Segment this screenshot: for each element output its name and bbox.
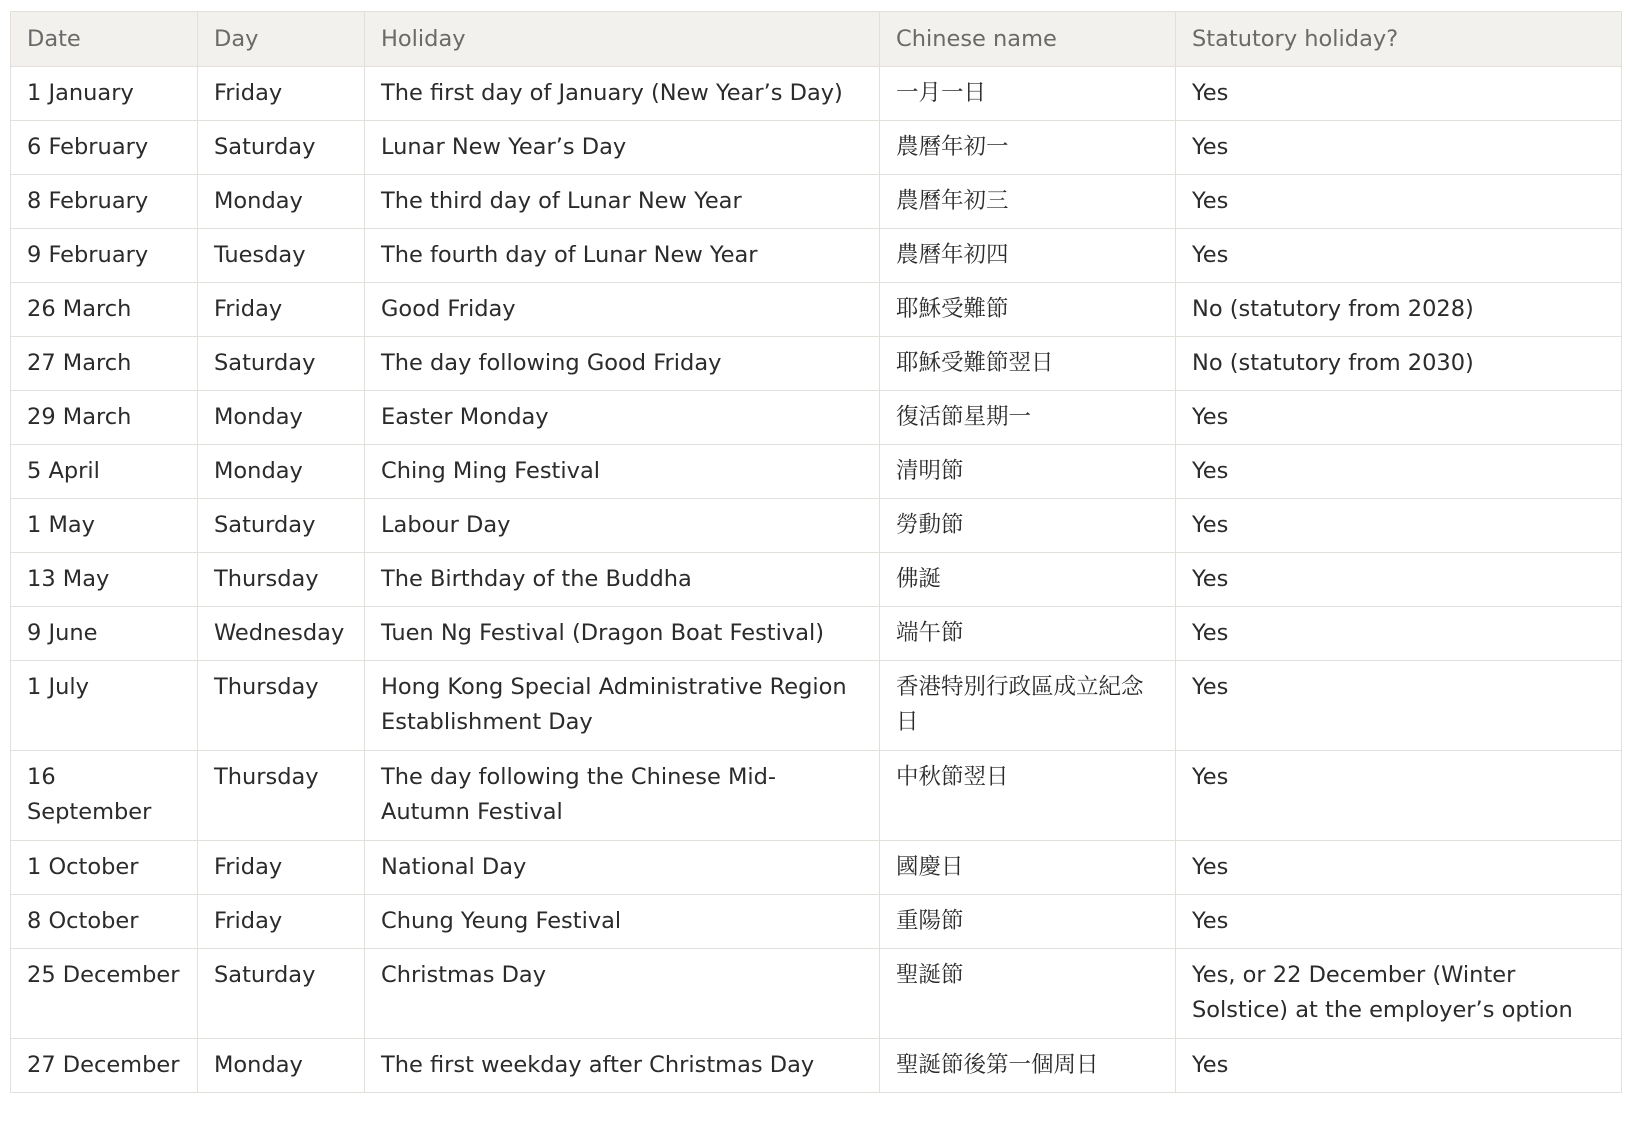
cell-holiday: The first weekday after Christmas Day: [365, 1039, 880, 1093]
cell-statutory: Yes: [1176, 661, 1622, 751]
cell-statutory: Yes, or 22 December (Winter Solstice) at the employer’s option: [1176, 949, 1622, 1039]
cell-holiday: Labour Day: [365, 499, 880, 553]
cell-date: 1 July: [11, 661, 198, 751]
cell-day: Friday: [198, 67, 365, 121]
table-row: [11, 229, 1622, 283]
cell-statutory: Yes: [1176, 67, 1622, 121]
cell-day: Saturday: [198, 949, 365, 1039]
holiday-table-container: [10, 11, 1621, 1093]
cell-chinese-name: 一月一日: [880, 67, 1176, 121]
cell-holiday: National Day: [365, 841, 880, 895]
cell-date: 16 September: [11, 751, 198, 841]
cell-statutory: Yes: [1176, 499, 1622, 553]
header-chinese-name: Chinese name: [880, 12, 1176, 67]
cell-statutory: Yes: [1176, 607, 1622, 661]
cell-holiday: Chung Yeung Festival: [365, 895, 880, 949]
cell-chinese-name: 國慶日: [880, 841, 1176, 895]
table-row: [11, 391, 1622, 445]
cell-statutory: Yes: [1176, 841, 1622, 895]
cell-date: 8 February: [11, 175, 198, 229]
table-row: [11, 121, 1622, 175]
cell-statutory: Yes: [1176, 445, 1622, 499]
cell-day: Thursday: [198, 553, 365, 607]
cell-holiday: The Birthday of the Buddha: [365, 553, 880, 607]
header-statutory: Statutory holiday?: [1176, 12, 1622, 67]
cell-date: 5 April: [11, 445, 198, 499]
cell-holiday: Lunar New Year’s Day: [365, 121, 880, 175]
cell-date: 27 December: [11, 1039, 198, 1093]
cell-chinese-name: 農曆年初一: [880, 121, 1176, 175]
cell-chinese-name: 清明節: [880, 445, 1176, 499]
cell-chinese-name: 端午節: [880, 607, 1176, 661]
table-row: [11, 895, 1622, 949]
cell-day: Saturday: [198, 337, 365, 391]
cell-holiday: Hong Kong Special Administrative Region Establishment Day: [365, 661, 880, 751]
table-row: [11, 1039, 1622, 1093]
cell-holiday: Good Friday: [365, 283, 880, 337]
cell-holiday: Ching Ming Festival: [365, 445, 880, 499]
table-row: [11, 751, 1622, 841]
table-row: [11, 67, 1622, 121]
cell-day: Thursday: [198, 751, 365, 841]
cell-date: 29 March: [11, 391, 198, 445]
cell-day: Wednesday: [198, 607, 365, 661]
header-day: Day: [198, 12, 365, 67]
cell-date: 1 May: [11, 499, 198, 553]
cell-date: 27 March: [11, 337, 198, 391]
cell-holiday: The day following Good Friday: [365, 337, 880, 391]
table-row: [11, 337, 1622, 391]
table-header: [11, 12, 1622, 67]
cell-chinese-name: 重陽節: [880, 895, 1176, 949]
cell-day: Friday: [198, 895, 365, 949]
cell-day: Thursday: [198, 661, 365, 751]
cell-holiday: Easter Monday: [365, 391, 880, 445]
cell-day: Monday: [198, 1039, 365, 1093]
cell-statutory: Yes: [1176, 121, 1622, 175]
table-row: [11, 445, 1622, 499]
table-row: [11, 499, 1622, 553]
cell-statutory: Yes: [1176, 229, 1622, 283]
cell-statutory: Yes: [1176, 175, 1622, 229]
table-row: [11, 175, 1622, 229]
cell-date: 25 December: [11, 949, 198, 1039]
cell-statutory: Yes: [1176, 1039, 1622, 1093]
cell-day: Monday: [198, 175, 365, 229]
cell-chinese-name: 勞動節: [880, 499, 1176, 553]
cell-date: 1 October: [11, 841, 198, 895]
cell-date: 26 March: [11, 283, 198, 337]
header-date: Date: [11, 12, 198, 67]
cell-chinese-name: 佛誕: [880, 553, 1176, 607]
cell-holiday: Tuen Ng Festival (Dragon Boat Festival): [365, 607, 880, 661]
table-row: [11, 283, 1622, 337]
table-row: [11, 607, 1622, 661]
cell-chinese-name: 香港特別行政區成立紀念日: [880, 661, 1176, 751]
cell-chinese-name: 復活節星期一: [880, 391, 1176, 445]
cell-chinese-name: 農曆年初四: [880, 229, 1176, 283]
cell-chinese-name: 中秋節翌日: [880, 751, 1176, 841]
cell-chinese-name: 聖誕節後第一個周日: [880, 1039, 1176, 1093]
table-row: [11, 661, 1622, 751]
table-row: [11, 949, 1622, 1039]
cell-day: Friday: [198, 283, 365, 337]
cell-statutory: Yes: [1176, 895, 1622, 949]
cell-statutory: Yes: [1176, 391, 1622, 445]
cell-statutory: Yes: [1176, 751, 1622, 841]
cell-chinese-name: 農曆年初三: [880, 175, 1176, 229]
cell-date: 13 May: [11, 553, 198, 607]
cell-chinese-name: 聖誕節: [880, 949, 1176, 1039]
cell-statutory: No (statutory from 2028): [1176, 283, 1622, 337]
cell-date: 8 October: [11, 895, 198, 949]
cell-holiday: Christmas Day: [365, 949, 880, 1039]
holiday-table: [10, 11, 1622, 1093]
cell-day: Tuesday: [198, 229, 365, 283]
header-holiday: Holiday: [365, 12, 880, 67]
cell-chinese-name: 耶穌受難節翌日: [880, 337, 1176, 391]
cell-date: 6 February: [11, 121, 198, 175]
cell-day: Friday: [198, 841, 365, 895]
cell-date: 9 June: [11, 607, 198, 661]
cell-day: Monday: [198, 445, 365, 499]
cell-holiday: The day following the Chinese Mid-Autumn Festival: [365, 751, 880, 841]
table-body: [11, 67, 1622, 1093]
cell-statutory: No (statutory from 2030): [1176, 337, 1622, 391]
cell-chinese-name: 耶穌受難節: [880, 283, 1176, 337]
cell-statutory: Yes: [1176, 553, 1622, 607]
cell-holiday: The fourth day of Lunar New Year: [365, 229, 880, 283]
header-row: [11, 12, 1622, 67]
cell-date: 9 February: [11, 229, 198, 283]
cell-holiday: The third day of Lunar New Year: [365, 175, 880, 229]
cell-day: Monday: [198, 391, 365, 445]
cell-day: Saturday: [198, 121, 365, 175]
table-row: [11, 553, 1622, 607]
cell-day: Saturday: [198, 499, 365, 553]
cell-holiday: The first day of January (New Year’s Day): [365, 67, 880, 121]
table-row: [11, 841, 1622, 895]
cell-date: 1 January: [11, 67, 198, 121]
